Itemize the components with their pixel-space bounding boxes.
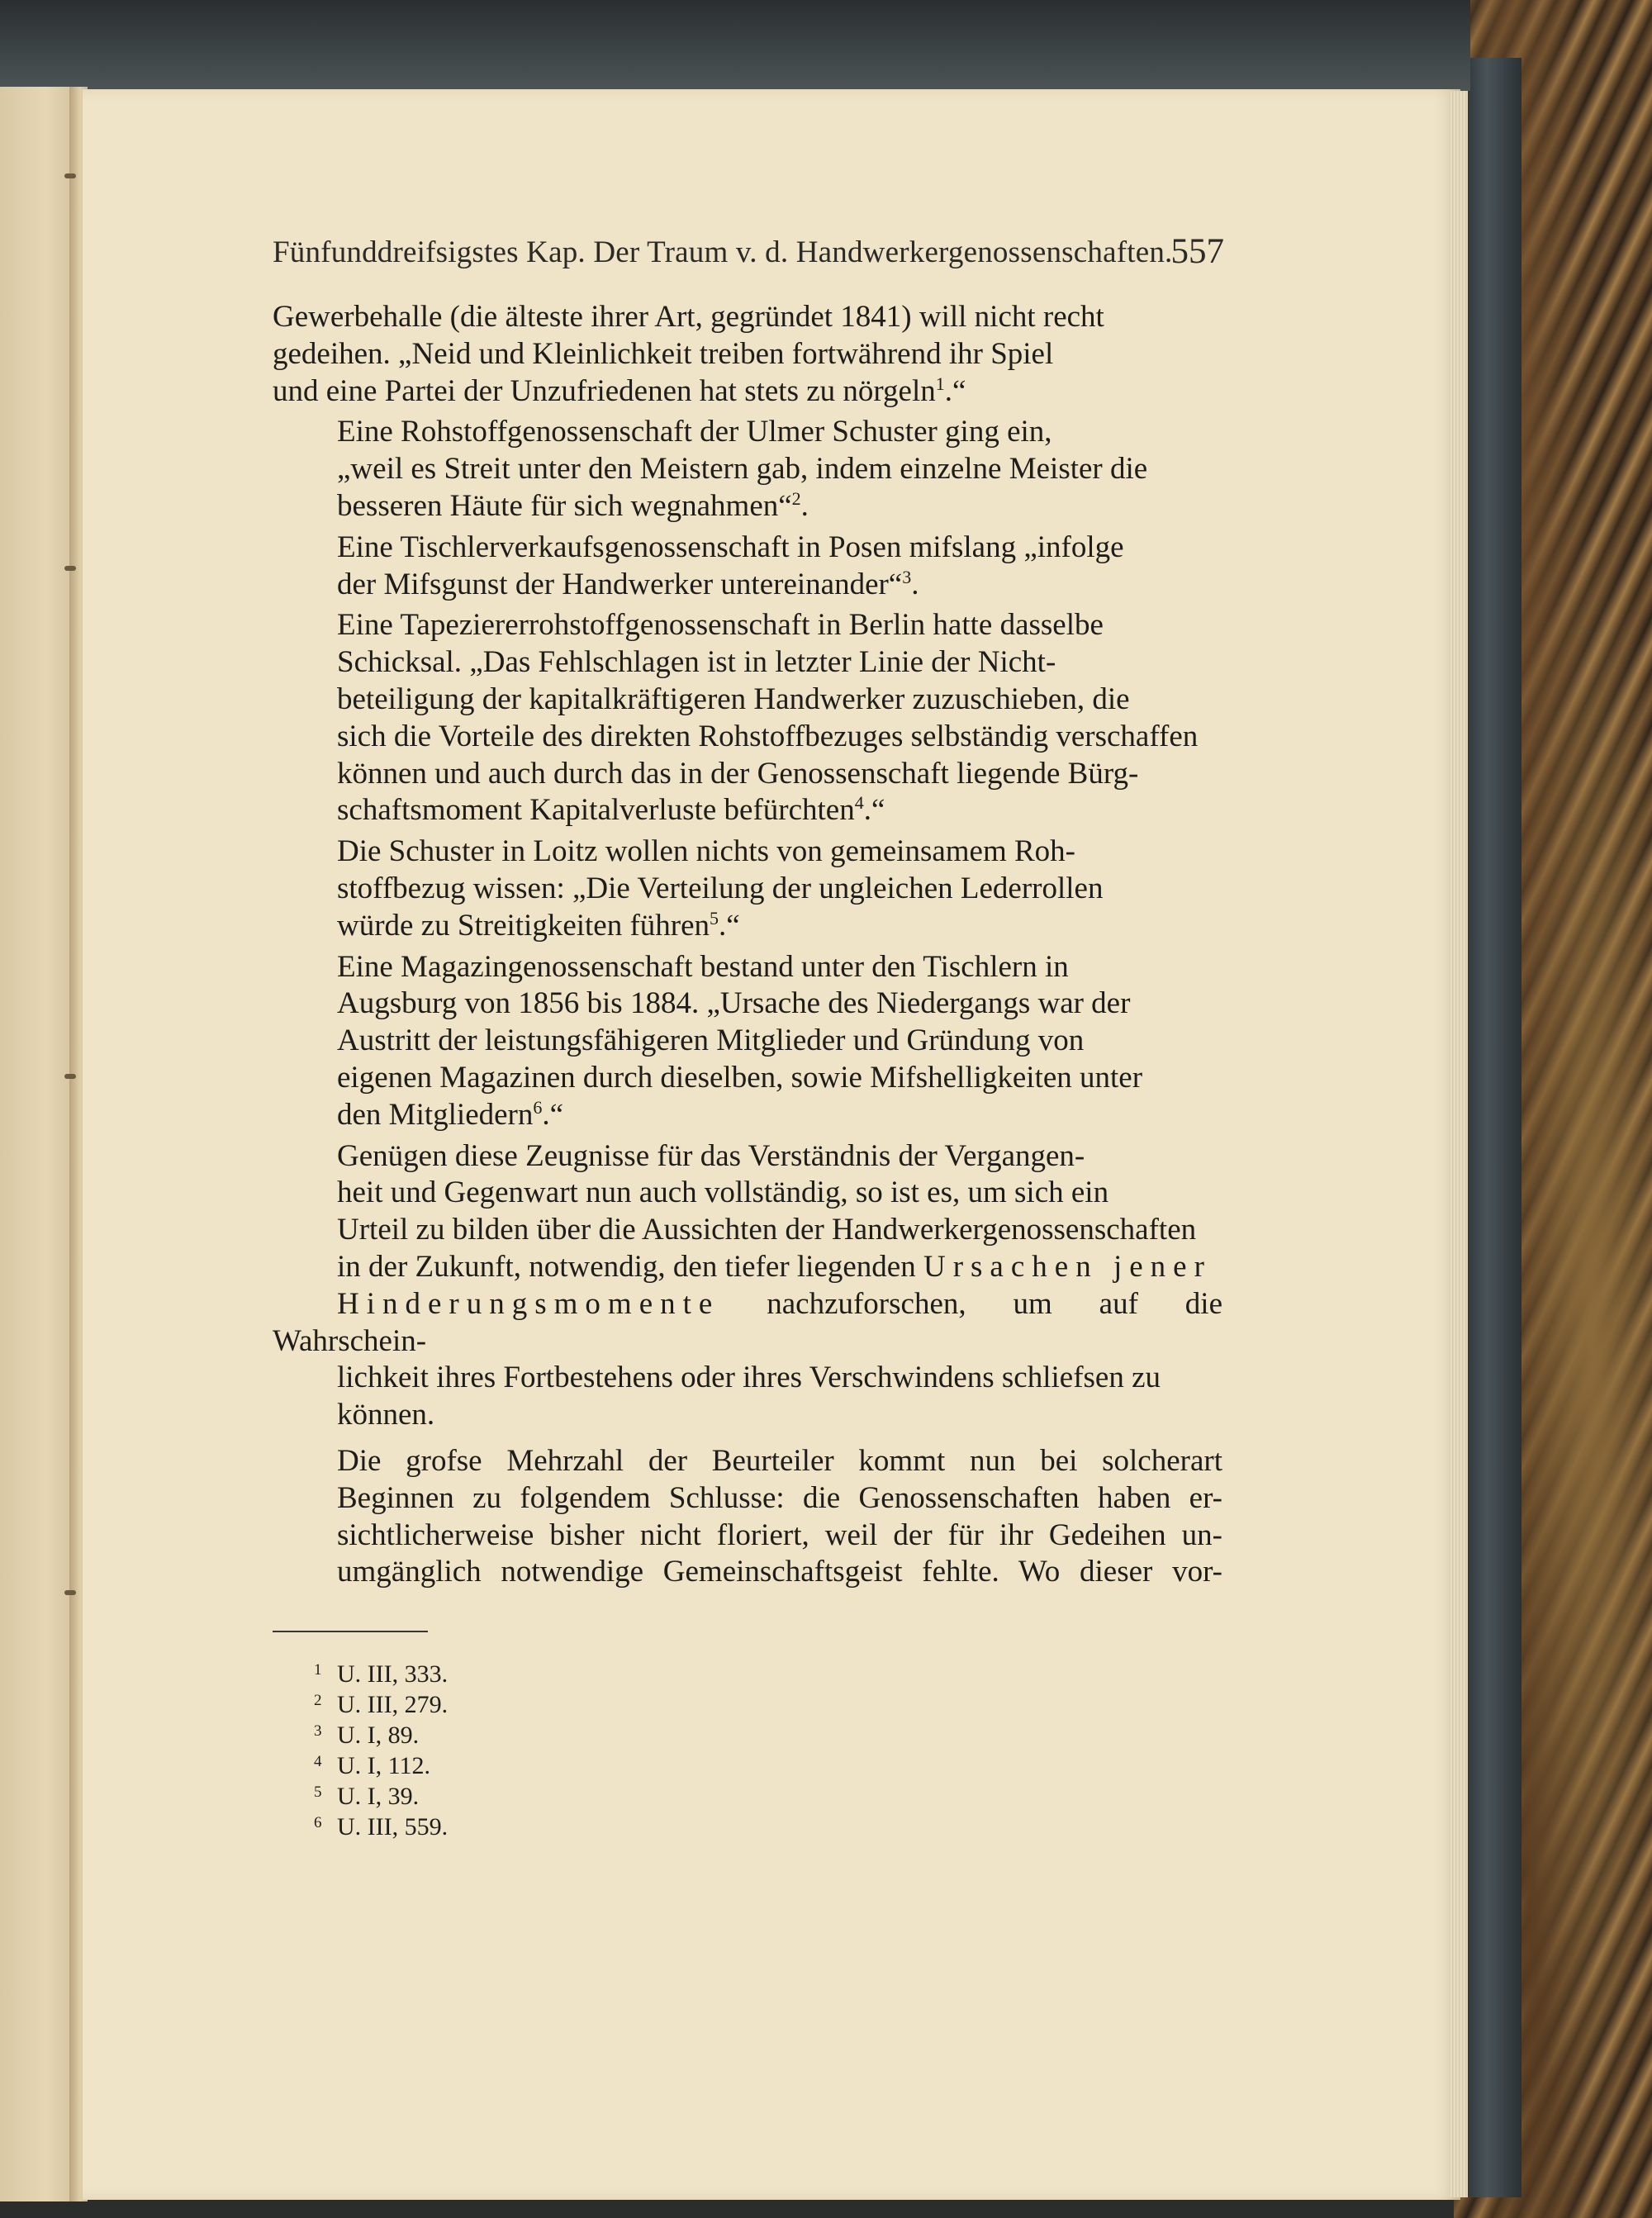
- page-number: 557: [1170, 232, 1224, 271]
- text-line: lichkeit ihres Fortbestehens oder ihres Verschwindens schliefsen zu: [337, 1361, 1161, 1395]
- text-run: nachzuforschen, um auf die Wahrschein-: [273, 1286, 1222, 1358]
- text-run: .: [800, 488, 809, 523]
- running-header-title: Fünfunddreifsigstes Kap. Der Traum v. d. Handwerkergenossenschaften.: [273, 235, 1173, 269]
- paragraph: [273, 834, 1222, 944]
- text-run: .“: [719, 908, 740, 943]
- text-line: [273, 1286, 1222, 1361]
- text-line: Urteil zu bilden über die Aussichten der Handwerkergenossenschaften: [337, 1213, 1197, 1247]
- footnotes: [314, 1659, 448, 1842]
- paragraph: [273, 1443, 1222, 1591]
- emphasized-text: Hinderungsmomente: [337, 1286, 720, 1321]
- text-run: der Mifsgunst der Handwerker untereinander“: [337, 567, 903, 601]
- text-run: und eine Partei der Unzufriedenen hat stets zu nörgeln: [273, 373, 936, 408]
- binding-thread-mark: [64, 173, 76, 178]
- footnote-ref: 4: [854, 792, 864, 814]
- text-line: [273, 908, 1222, 945]
- text-run: in der Zukunft, notwendig, den tiefer liegenden: [337, 1249, 916, 1284]
- text-run: .“: [863, 793, 885, 828]
- text-line: Austritt der leistungsfähigeren Mitglieder und Gründung von: [337, 1024, 1085, 1058]
- left-page: [0, 87, 76, 2201]
- text-line: Genügen diese Zeugnisse für das Verständnis der Vergangen-: [337, 1138, 1085, 1173]
- binding-thread-mark: [64, 1074, 76, 1079]
- text-line: Augsburg von 1856 bis 1884. „Ursache des Niedergangs war der: [337, 986, 1131, 1021]
- footnote: 1 U. III, 333.: [314, 1660, 449, 1688]
- footnote-text: U. I, 112.: [337, 1752, 431, 1779]
- text-line: Eine Rohstoffgenossenschaft der Ulmer Schuster ging ein,: [337, 415, 1052, 449]
- text-line: Beginnen zu folgendem Schlusse: die Genossenschaften haben er-: [337, 1480, 1222, 1515]
- footnote-text: U. III, 559.: [337, 1813, 449, 1840]
- text-line: Eine Magazingenossenschaft bestand unter den Tischlern in: [337, 949, 1069, 984]
- text-line: sichtlicherweise bisher nicht floriert, weil der für ihr Gedeihen un-: [337, 1517, 1222, 1552]
- text-run: .“: [542, 1097, 564, 1132]
- footnote-text: U. I, 89.: [337, 1722, 420, 1749]
- text-line: Eine Tapeziererrohstoffgenossenschaft in Berlin hatte dasselbe: [337, 608, 1104, 643]
- paragraph: [273, 949, 1222, 1134]
- footnote: 4 U. I, 112.: [314, 1752, 431, 1779]
- paragraph: [273, 299, 1222, 410]
- text-run: .“: [944, 373, 966, 408]
- footnote: 2 U. III, 279.: [314, 1691, 449, 1718]
- text-line: gedeihen. „Neid und Kleinlichkeit treiben fortwährend ihr Spiel: [273, 336, 1054, 371]
- emphasized-text: Ursachen jener: [923, 1249, 1212, 1284]
- text-line: Gewerbehalle (die älteste ihrer Art, gegründet 1841) will nicht recht: [273, 300, 1104, 334]
- footnote: 6 U. III, 559.: [314, 1813, 449, 1840]
- text-line: [273, 567, 1222, 604]
- footnote-text: U. III, 279.: [337, 1691, 449, 1718]
- footnote-ref: 5: [710, 907, 719, 929]
- text-line: Eine Tischlerverkaufsgenossenschaft in Posen mifslang „infolge: [337, 530, 1124, 564]
- text-line: stoffbezug wissen: „Die Verteilung der ungleichen Lederrollen: [337, 871, 1104, 905]
- paragraph: [273, 1138, 1222, 1434]
- text-line: Die Schuster in Loitz wollen nichts von gemeinsamem Roh-: [337, 834, 1075, 869]
- binding-thread-mark: [64, 566, 76, 571]
- book-spine: [1464, 58, 1521, 2197]
- text-line: umgänglich notwendige Gemeinschaftsgeist fehlte. Wo dieser vor-: [337, 1555, 1222, 1589]
- text-line: eigenen Magazinen durch dieselben, sowie Mifshelligkeiten unter: [337, 1060, 1143, 1095]
- footnote-ref: 2: [791, 487, 801, 509]
- footnote-divider: [273, 1631, 428, 1632]
- text-line: „weil es Streit unter den Meistern gab, indem einzelne Meister die: [337, 452, 1148, 487]
- text-line: [273, 1249, 1222, 1286]
- text-line: beteiligung der kapitalkräftigeren Handwerker zuzuschieben, die: [337, 682, 1130, 716]
- paragraph: [273, 530, 1222, 604]
- text-line: können und auch durch das in der Genossenschaft liegende Bürg-: [337, 756, 1139, 791]
- footnote: 5 U. I, 39.: [314, 1783, 420, 1810]
- text-line: können.: [337, 1398, 435, 1432]
- footnote: 3 U. I, 89.: [314, 1722, 420, 1749]
- paragraph: [273, 607, 1222, 829]
- footnote-ref: 3: [902, 566, 912, 587]
- text-line: [273, 792, 1222, 829]
- footnote-ref: 1: [935, 373, 945, 394]
- text-line: [273, 373, 1222, 411]
- text-run: schaftsmoment Kapitalverluste befürchten: [337, 793, 855, 828]
- footnote-text: U. I, 39.: [337, 1783, 420, 1810]
- body-text: [273, 299, 1222, 1595]
- text-line: [273, 488, 1222, 525]
- text-run: würde zu Streitigkeiten führen: [337, 908, 710, 943]
- page-edges: [1450, 91, 1468, 2197]
- footnote-ref: 6: [533, 1096, 543, 1118]
- text-line: Schicksal. „Das Fehlschlagen ist in letzter Linie der Nicht-: [337, 645, 1056, 680]
- footnote-text: U. III, 333.: [337, 1660, 449, 1688]
- text-run: .: [911, 567, 919, 601]
- text-line: heit und Gegenwart nun auch vollständig, so ist es, um sich ein: [337, 1175, 1109, 1210]
- book-top-edge: [0, 0, 1470, 91]
- text-run: besseren Häute für sich wegnahmen“: [337, 488, 792, 523]
- text-run: den Mitgliedern: [337, 1097, 534, 1132]
- running-header: [273, 232, 1224, 271]
- text-line: Die grofse Mehrzahl der Beurteiler kommt nun bei solcherart: [337, 1443, 1222, 1478]
- binding-thread-mark: [64, 1590, 76, 1595]
- text-line: sich die Vorteile des direkten Rohstoffbezuges selbständig verschaffen: [337, 719, 1199, 753]
- paragraph: [273, 414, 1222, 525]
- text-line: [273, 1097, 1222, 1134]
